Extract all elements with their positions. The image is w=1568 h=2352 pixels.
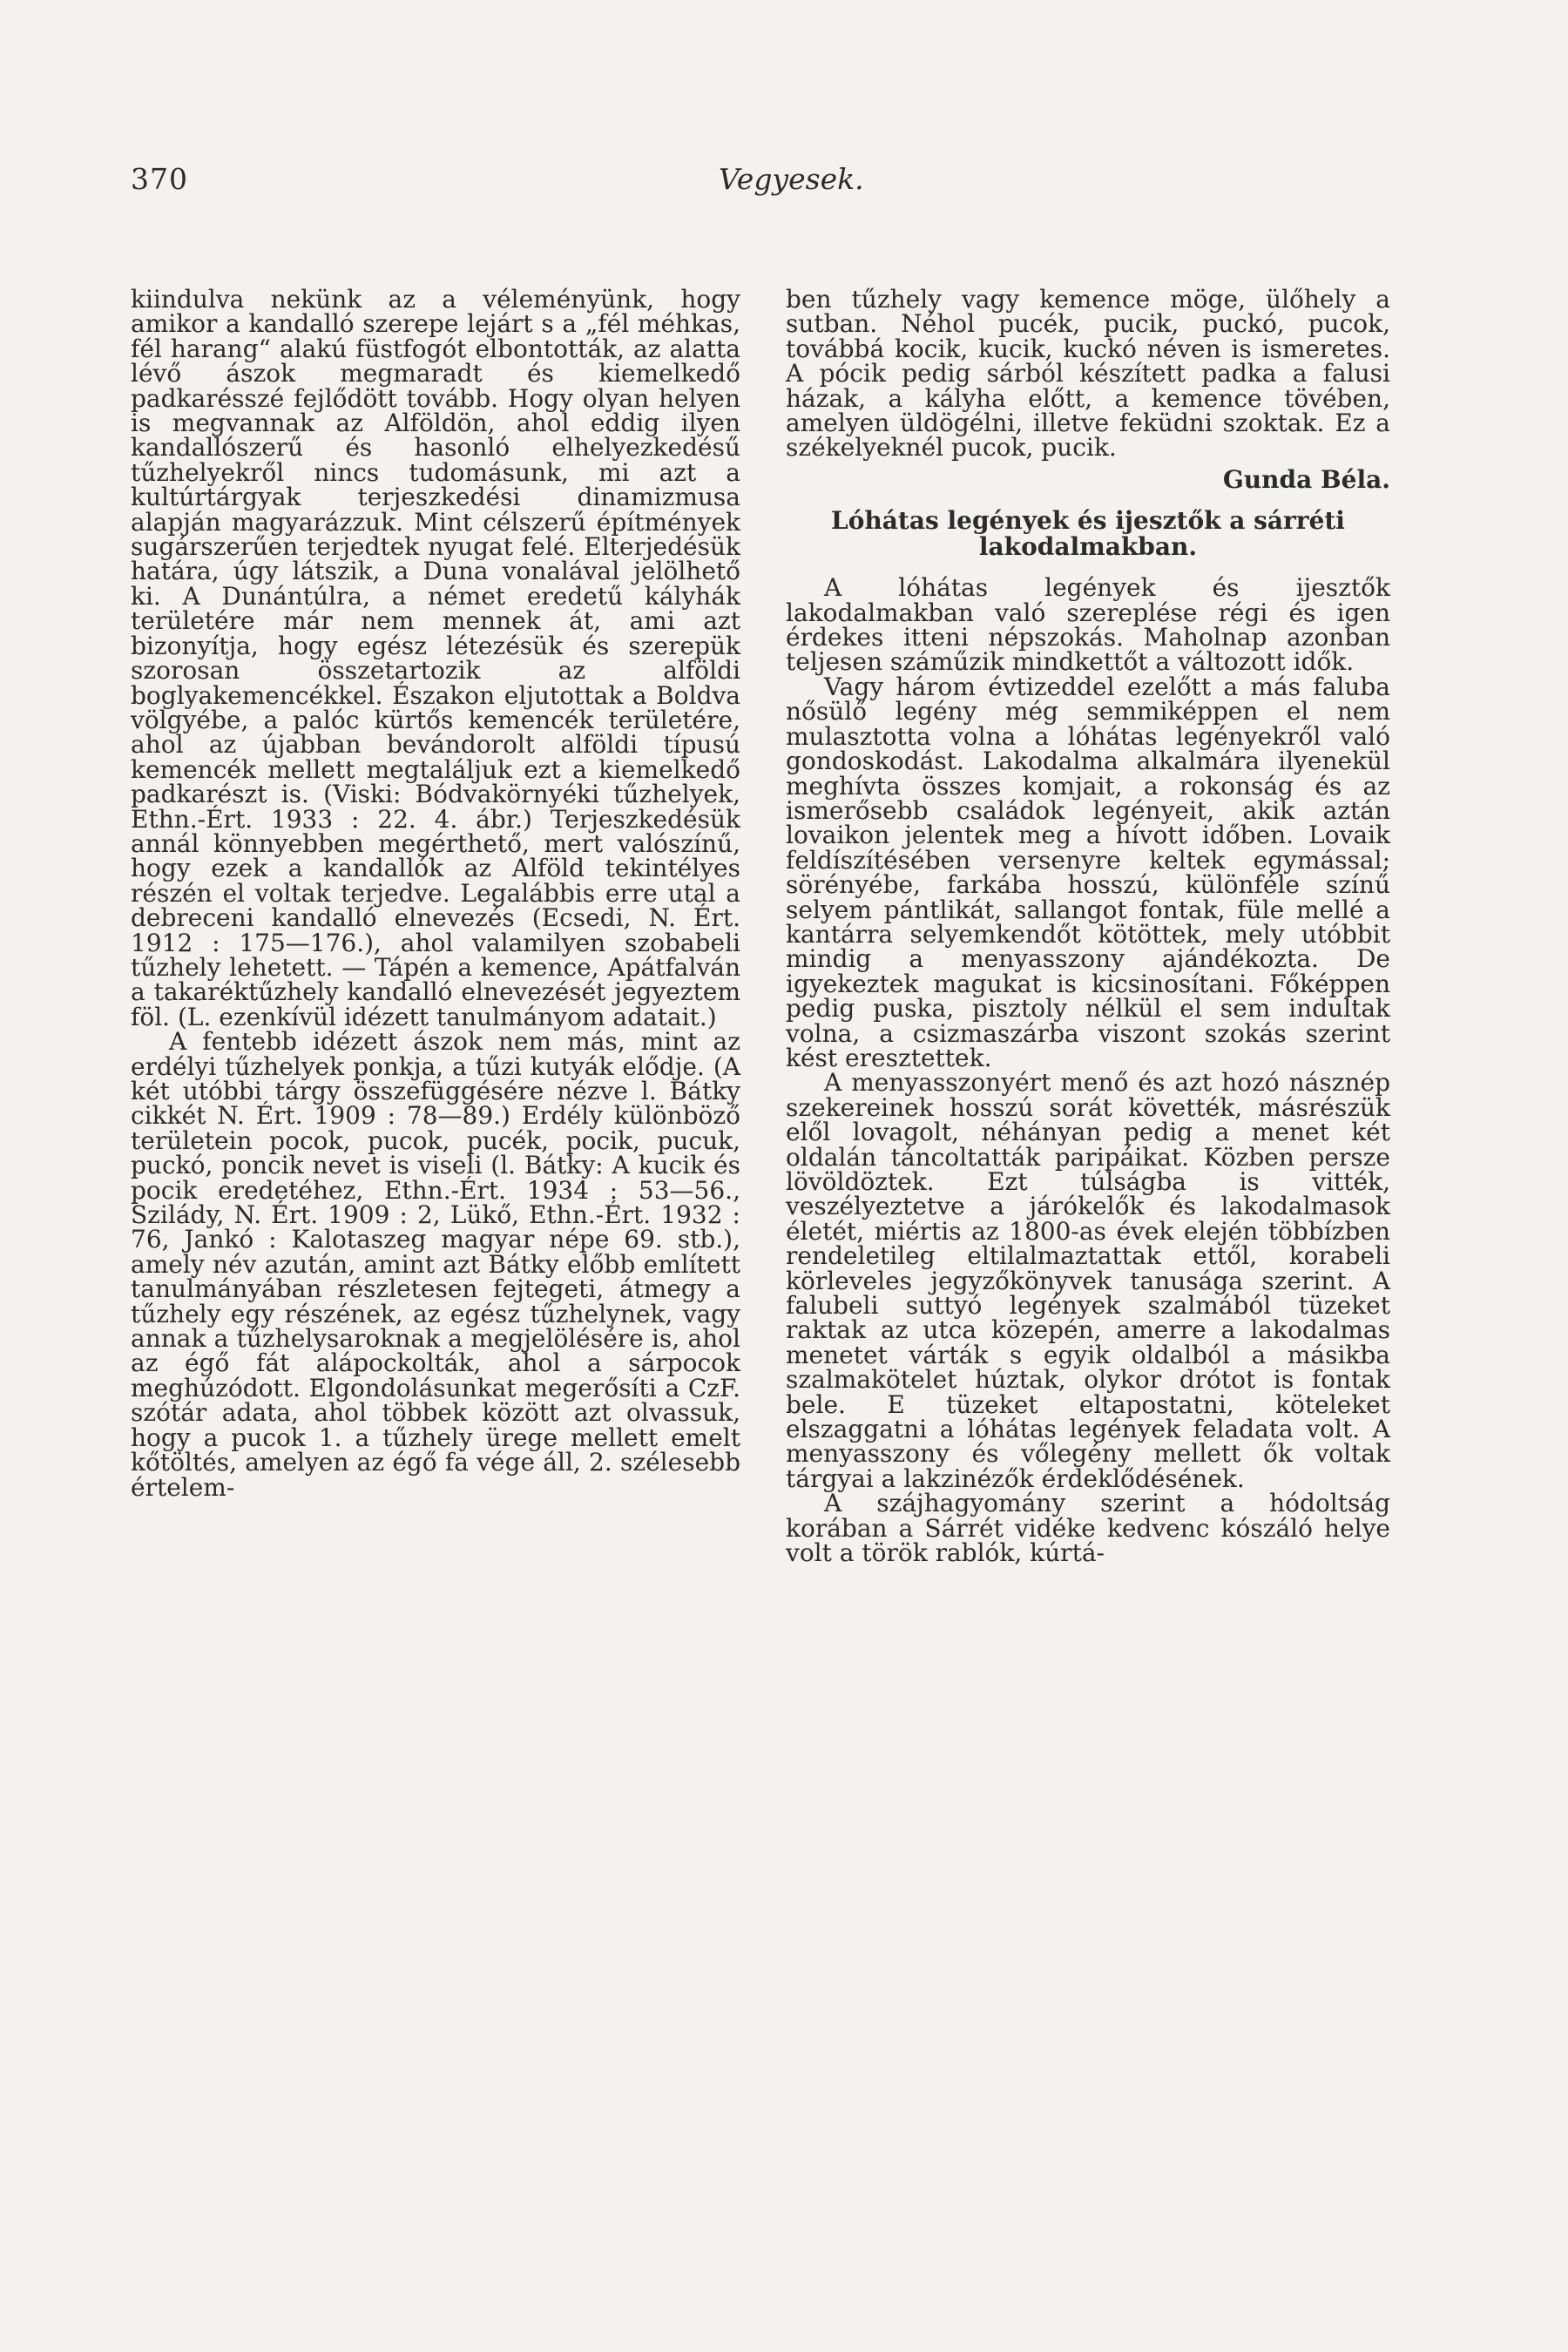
left-paragraph-2: A fentebb idézett ászok nem más, mint az erdélyi tűzhelyek ponkja, a tűzi kutyák elődje. (A két utóbbi tárgy összefüggésére nézve l. Bátky cikkét N. Ért. 1909 : 78—89.) Erdély különböző területein pocok, pucok, pucék, pocik, pucuk, puckó, poncik nevet is viseli (l. Bátky: A kucik és pocik eredetéhez, Ethn.-Ért. 1934 : 53—56., Szilády, N. Ért. 1909 : 2, Lükő, Ethn.-Ért. 1932 : 76, Jankó : Kalotaszeg magyar népe 69. stb.), amely név azután, amint azt Bátky előbb említett tanulmányában részletesen fejtegeti, átmegy a tűzhely egy részének, az egész tűzhelynek, vagy annak a tűzhelysaroknak a megjelölésére is, ahol az égő fát alápockolták, ahol a sárpocok meghúzódott. Elgondolásunkat megerősíti a CzF. szótár adata, ahol többek között azt olvassuk, hogy a pucok 1. a tűzhely ürege mellett emelt kőtöltés, amelyen az égő fa vége áll, 2. szélesebb értelem- (131, 1027, 740, 1502)
page-header (0, 162, 1568, 206)
article-paragraph-2: Vagy három évtizeddel ezelőtt a más faluba nősülő legény még semmiképpen el nem mulasztotta volna a lóhátas legényekről való gondoskodást. Lakodalma alkalmára ilyenekül meghívta összes komjait, a rokonság és az ismerősebb családok legényeit, akik aztán lovaikon jelentek meg a hívott időben. Lovaik feldíszítésében versenyre keltek egymással; sörényébe, farkába hosszú, különféle színű selyem pántlikát, sallangot fontak, füle mellé a kantárra selyemkendőt kötöttek, mely utóbbit mindig a menyasszony ajándékozta. De igyekeztek magukat is kicsinosítani. Főképpen pedig puska, pisztoly nélkül el sem indultak volna, a csizmaszárba viszont szokás szerint kést eresztettek. (786, 672, 1390, 1072)
article-paragraph-3: A menyasszonyért menő és azt hozó násznép szekereinek hosszú sorát követték, másrészük elől lovagolt, néhányan pedig a menet két oldalán táncoltatták paripáikat. Közben persze lövöldöztek. Ezt túlságba is vitték, veszélyeztetve a járókelők és lakodalmasok életét, miértis az 1800-as évek elején többízben rendeletileg eltilalmaztattak ettől, korabeli körleveles jegyzőkönyvek tanusága szerint. A falubeli suttyó legények szalmából tüzeket raktak az utca közepén, amerre a lakodalmas menetet várták s egyik oldalból a másikba szalmakötelet húztak, olykor drótot is fontak bele. E tüzeket eltapostatni, köteleket elszaggatni a lóhátas legények feladata volt. A menyasszony és vőlegény mellett ők voltak tárgyai a lakzinézők érdeklődésének. (786, 1068, 1390, 1493)
article-paragraph-4: A szájhagyomány szerint a hódoltság korában a Sárrét vidéke kedvenc kószáló helye volt a török rablók, kúrtá- (786, 1489, 1390, 1568)
author-signature: Gunda Béla. (1222, 464, 1390, 494)
left-paragraph-1: kiindulva nekünk az a véleményünk, hogy amikor a kandalló szerepe lejárt s a „fél méhkas, fél harang“ alakú füstfogót elbontották, az alatta lévő ászok megmaradt és kiemelkedő padkarésszé fejlődött tovább. Hogy olyan helyen is megvannak az Alföldön, ahol eddig ilyen kandallószerű és hasonló elhelyezkedésű tűzhelyekről nincs tudomásunk, mi azt a kultúrtárgyak terjeszkedési dinamizmusa alapján magyarázzuk. Mint célszerű építmények sugárszerűen terjedtek nyugat felé. Elterjedésük határa, úgy látszik, a Duna vonalával jelölhető ki. A Dunántúlra, a német eredetű kályhák területére már nem mennek át, ami azt bizonyítja, hogy egész létezésük és szerepük szorosan összetartozik az alföldi boglyakemencékkel. Északon eljutottak a Boldva völgyébe, a palóc kürtős kemencék területére, ahol az újabban bevándorolt alföldi típusú kemencék mellett megtaláljuk ezt a kiemelkedő padkarészt is. (Viski: Bódvakörnyéki tűzhelyek, Ethn.-Ért. 1933 : 22. 4. ábr.) Terjeszkedésük annál könnyebben megérthető, mert valószínű, hogy ezek a kandallók az Alföld tekintélyes részén el voltak terjedve. Legalábbis erre utal a debreceni kandalló elnevezés (Ecsedi, N. Ért. 1912 : 175—176.), ahol valamilyen szobabeli tűzhely lehetett. — Tápén a kemence, Apátfalván a takaréktűzhely kandalló elnevezését jegyeztem föl. (L. ezenkívül idézett tanulmányom adatait.) (131, 285, 740, 1031)
left-column (131, 287, 740, 1500)
right-column (786, 287, 1390, 1566)
article-paragraph-1: A lóhátas legények és ijesztők lakodalmakban való szereplése régi és igen érdekes itteni népszokás. Maholnap azonban teljesen száműzik mindkettőt a változott idők. (786, 573, 1390, 677)
running-head: Vegyesek. (719, 162, 864, 196)
right-paragraph-1: ben tűzhely vagy kemence möge, ülőhely a sutban. Néhol pucék, pucik, puckó, pucok, továbbá kocik, kucik, kuckó néven is ismeretes. A pócik pedig sárból készített padka a falusi házak, a kályha előtt, a kemence tövében, amelyen üldögélni, illetve feküdni szoktak. Ez a székelyeknél pucok, pucik. (786, 285, 1390, 463)
page-number: 370 (131, 162, 188, 196)
article-title: Lóhátas legények és ijesztők a sárréti lakodalmakban. (831, 506, 1345, 562)
